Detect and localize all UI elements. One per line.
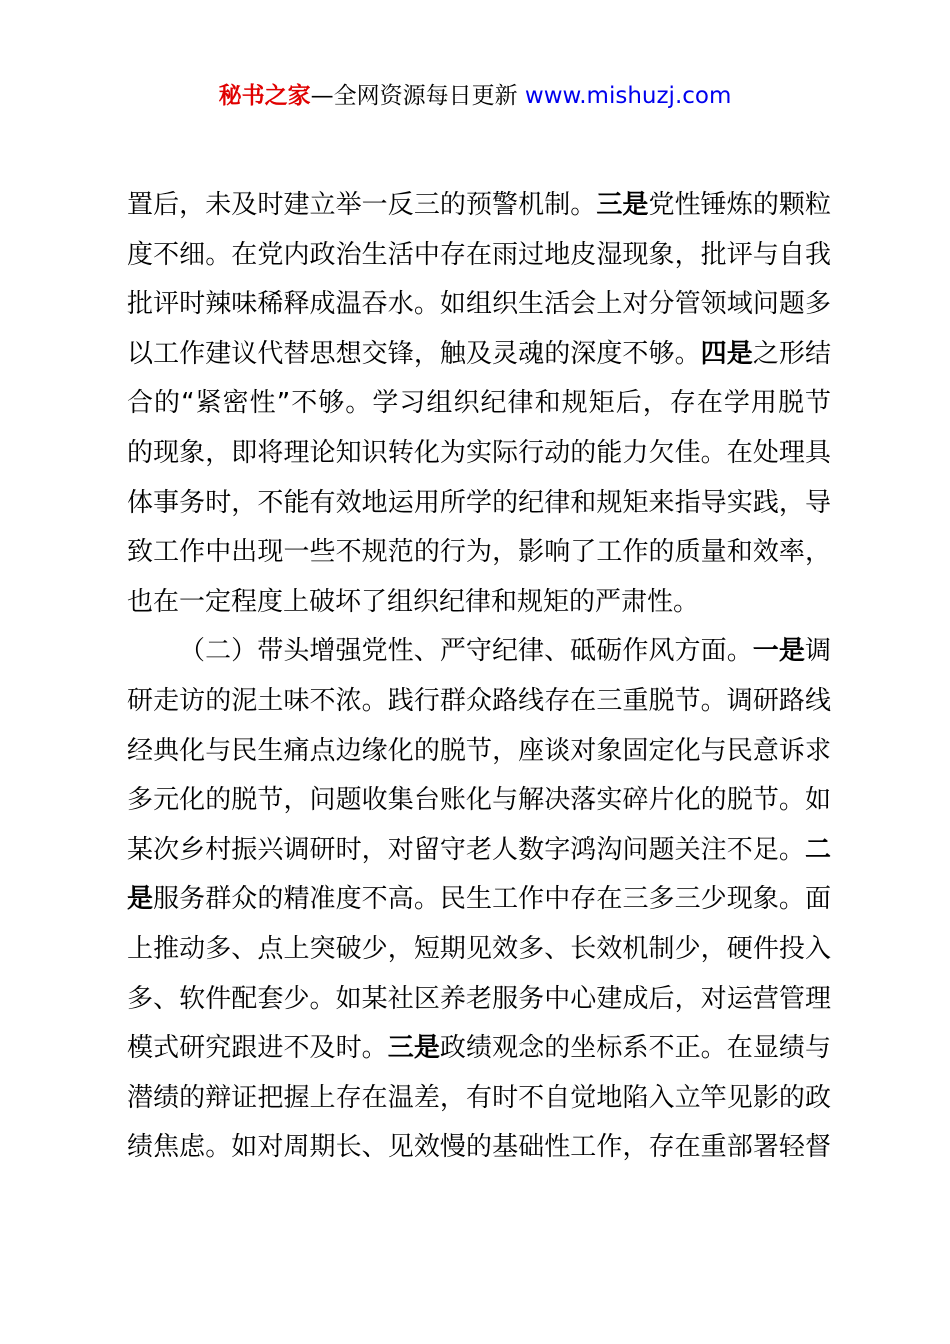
text-line bbox=[127, 280, 831, 330]
text-line bbox=[127, 231, 831, 281]
text-line bbox=[127, 479, 831, 529]
text-segment: 经典化与民生痛点边缘化的脱节，座谈对象固定化与民意诉求 bbox=[127, 735, 831, 766]
text-segment: 上推动多、点上突破少，短期见效多、长效机制少，硬件投入 bbox=[127, 933, 831, 964]
text-line bbox=[127, 1024, 831, 1074]
text-segment: 党性锤炼的颗粒 bbox=[648, 190, 831, 220]
bold-keyword: 三是 bbox=[387, 1033, 440, 1064]
text-segment: 调 bbox=[804, 636, 831, 667]
text-segment: 研走访的泥土味不浓。践行群众路线存在三重脱节。调研路线 bbox=[127, 685, 831, 716]
text-segment: （二）带头增强党性、严守纪律、砥砺作风方面。 bbox=[179, 636, 753, 667]
text-segment: 的现象，即将理论知识转化为实际行动的能力欠佳。在处理具 bbox=[127, 437, 831, 468]
text-segment: 体事务时，不能有效地运用所学的纪律和规矩来指导实践，导 bbox=[127, 487, 831, 518]
bold-keyword: 四是 bbox=[700, 338, 753, 369]
text-line bbox=[127, 925, 831, 975]
text-segment: 以工作建议代替思想交锋，触及灵魂的深度不够。 bbox=[127, 338, 701, 369]
bold-keyword: 二 bbox=[804, 834, 831, 865]
document-body bbox=[127, 181, 831, 1173]
site-url-link[interactable]: www.mishuzj.com bbox=[524, 83, 732, 109]
text-line bbox=[127, 776, 831, 826]
text-segment: 合的“紧密性”不够。学习组织纪律和规矩后，存在学用脱节 bbox=[127, 388, 831, 419]
text-line bbox=[127, 578, 831, 628]
text-line bbox=[127, 1123, 831, 1173]
text-line bbox=[127, 379, 831, 429]
text-line bbox=[127, 627, 831, 677]
header-tagline: —全网资源每日更新 bbox=[310, 83, 525, 109]
text-line bbox=[127, 330, 831, 380]
text-line bbox=[127, 727, 831, 777]
text-line bbox=[127, 826, 831, 876]
brand-name: 秘书之家 bbox=[218, 83, 311, 109]
bold-keyword: 是 bbox=[127, 884, 154, 915]
text-segment: 之形结 bbox=[752, 338, 831, 369]
text-line bbox=[127, 1074, 831, 1124]
text-segment: 绩焦虑。如对周期长、见效慢的基础性工作，存在重部署轻督 bbox=[127, 1132, 831, 1163]
text-line bbox=[127, 181, 831, 231]
bold-keyword: 三是 bbox=[596, 190, 649, 220]
page-header bbox=[0, 80, 950, 112]
text-segment: 也在一定程度上破坏了组织纪律和规矩的严肃性。 bbox=[127, 586, 700, 617]
text-segment: 某次乡村振兴调研时，对留守老人数字鸿沟问题关注不足。 bbox=[127, 834, 805, 865]
text-line bbox=[127, 975, 831, 1025]
text-segment: 度不细。在党内政治生活中存在雨过地皮湿现象，批评与自我 bbox=[127, 239, 831, 270]
text-line bbox=[127, 429, 831, 479]
text-line bbox=[127, 875, 831, 925]
text-segment: 致工作中出现一些不规范的行为，影响了工作的质量和效率， bbox=[127, 537, 831, 568]
text-segment: 政绩观念的坐标系不正。在显绩与 bbox=[439, 1033, 831, 1064]
text-segment: 模式研究跟进不及时。 bbox=[127, 1033, 388, 1064]
text-segment: 置后，未及时建立举一反三的预警机制。 bbox=[127, 190, 597, 220]
text-segment: 潜绩的辩证把握上存在温差，有时不自觉地陷入立竿见影的政 bbox=[127, 1082, 831, 1113]
bold-keyword: 一是 bbox=[752, 636, 805, 667]
text-segment: 服务群众的精准度不高。民生工作中存在三多三少现象。面 bbox=[153, 884, 831, 915]
text-segment: 多元化的脱节，问题收集台账化与解决落实碎片化的脱节。如 bbox=[127, 785, 831, 816]
text-line bbox=[127, 528, 831, 578]
text-line bbox=[127, 677, 831, 727]
text-segment: 批评时辣味稀释成温吞水。如组织生活会上对分管领域问题多 bbox=[127, 289, 831, 320]
text-segment: 多、软件配套少。如某社区养老服务中心建成后，对运营管理 bbox=[127, 983, 831, 1014]
